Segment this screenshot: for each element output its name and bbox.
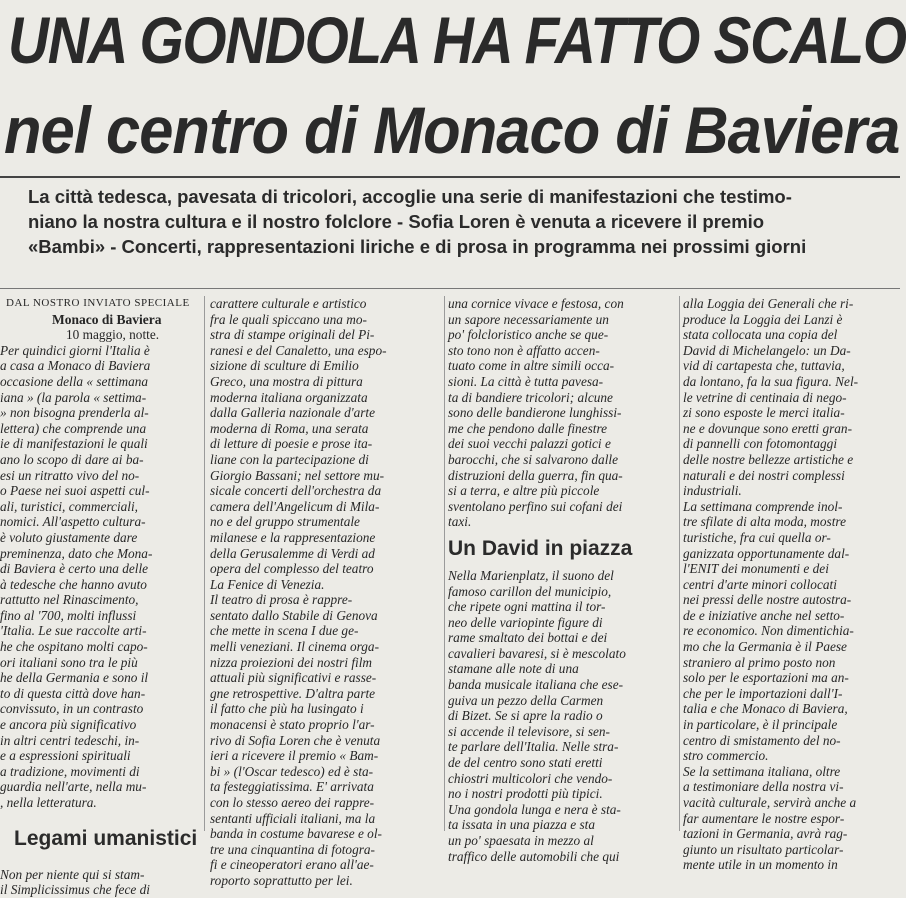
text-line: è voluto giustamente dare bbox=[0, 529, 138, 545]
text-line: he della Germania e sono il bbox=[0, 670, 149, 686]
text-line: o Paese nei suoi aspetti cul- bbox=[0, 483, 150, 499]
text-line: ne e dovunque sono eretti gran- bbox=[683, 420, 853, 436]
text-line: tuato come in altre simili occa- bbox=[448, 358, 615, 374]
headline-line-2: nel centro di Monaco di Baviera bbox=[4, 93, 900, 167]
text-line: ranesi e del Canaletto, una espo- bbox=[210, 342, 387, 358]
article-column-1 bbox=[0, 296, 198, 898]
text-line: di Bizet. Se si apre la radio o bbox=[448, 708, 603, 724]
column-divider bbox=[679, 296, 680, 831]
text-line: taxi. bbox=[448, 514, 472, 530]
text-line: stamane alle note di una bbox=[448, 661, 579, 677]
text-line: fra le quali spiccano una mo- bbox=[210, 311, 367, 327]
text-line: to di questa città dove han- bbox=[0, 685, 146, 701]
text-line: moderna di Roma, una serata bbox=[210, 420, 369, 436]
text-line: far aumentare le nostre espor- bbox=[683, 810, 845, 826]
text-line: roporto soprattutto per lei. bbox=[210, 872, 353, 888]
text-line: Il teatro di prosa è rappre- bbox=[210, 592, 353, 608]
text-line: alla Loggia dei Generali che ri- bbox=[683, 296, 854, 311]
text-line: delle nostre bellezze artistiche e bbox=[683, 451, 854, 467]
text-line: de del centro sono stati eretti bbox=[448, 755, 603, 771]
text-line: Una gondola lunga e nera è sta- bbox=[448, 801, 621, 817]
text-line: sioni. La città è tutta pavesa- bbox=[448, 373, 604, 389]
text-line: cavalieri bavaresi, si è mescolato bbox=[448, 645, 626, 661]
text-line: famoso carillon del municipio, bbox=[448, 583, 612, 599]
text-line: convissuto, in un contrasto bbox=[0, 701, 144, 717]
text-line: re economico. Non dimentichia- bbox=[683, 623, 854, 639]
text-line: sentanti ufficiali italiani, ma la bbox=[210, 810, 376, 826]
text-line: fi e cineoperatori erano all'ae- bbox=[210, 857, 374, 873]
text-line: centri d'arte minori collocati bbox=[683, 576, 837, 592]
text-line: ori italiani sono tra le più bbox=[0, 654, 138, 670]
text-line: gne retrospettive. D'altra parte bbox=[210, 685, 376, 701]
headline-line-1: UNA GONDOLA HA FATTO SCALO bbox=[8, 3, 906, 77]
text-line: preminenza, dato che Mona- bbox=[0, 545, 153, 561]
text-line: una cornice vivace e festosa, con bbox=[448, 296, 624, 311]
text-line: nei pressi delle nostre autostra- bbox=[683, 592, 852, 608]
text-line: attuali più significativi e rasse- bbox=[210, 670, 377, 686]
text-line: Non per niente qui si stam- bbox=[0, 866, 145, 882]
subheading: Legami umanistici bbox=[14, 826, 198, 850]
text-line: tre una cinquantina di fotogra- bbox=[210, 841, 375, 857]
text-line: ta issata in una piazza e sta bbox=[448, 817, 596, 833]
text-line: lettera) che comprende una bbox=[0, 420, 147, 436]
text-line: le vetrine di centinaia di nego- bbox=[683, 389, 847, 405]
text-line: sto tono non è affatto accen- bbox=[448, 342, 600, 358]
text-line: La settimana comprende inol- bbox=[683, 498, 843, 514]
text-line: centro di smistamento del no- bbox=[683, 732, 841, 748]
column-text bbox=[448, 296, 676, 530]
text-line: à tedesche che hanno avuto bbox=[0, 576, 147, 592]
text-line: sventolano perfino sui cofani dei bbox=[448, 498, 623, 514]
dateline-date: 10 maggio, notte. bbox=[66, 327, 160, 343]
text-line: opera del complesso del teatro bbox=[210, 561, 374, 577]
text-line: no e del gruppo strumentale bbox=[210, 514, 360, 530]
text-line: in altri centri tedeschi, in- bbox=[0, 732, 140, 748]
article-column-4 bbox=[683, 296, 900, 873]
text-line: con lo stesso aereo dei rappre- bbox=[210, 795, 375, 810]
text-line: mo che la Germania è il Paese bbox=[683, 639, 847, 655]
column-text bbox=[0, 343, 198, 811]
text-line: e a espressioni spirituali bbox=[0, 748, 131, 764]
text-line: bi » (l'Oscar tedesco) ed è sta- bbox=[210, 763, 374, 779]
text-line: di pannelli con fotomontaggi bbox=[683, 436, 838, 452]
text-line: giunto un risultato particolar- bbox=[683, 841, 844, 857]
text-line: Greco, una mostra di pittura bbox=[210, 373, 363, 389]
text-line: sono delle bandierone lunghissi- bbox=[448, 405, 622, 421]
text-line: monacensi è stato proprio l'ar- bbox=[210, 717, 375, 733]
text-line: , nella letteratura. bbox=[0, 795, 97, 810]
text-line: il fatto che più ha lusingato i bbox=[210, 701, 364, 717]
text-line: David di Michelangelo: un Da- bbox=[683, 342, 851, 358]
text-line: rame smaltato dei bottai e dei bbox=[448, 630, 608, 646]
text-line: solo per le esportazioni ma an- bbox=[683, 670, 849, 686]
text-line: moderna italiana organizzata bbox=[210, 389, 368, 405]
text-line: nizza proiezioni dei nostri film bbox=[210, 654, 373, 670]
text-line: stra di stampe originali del Pi- bbox=[210, 327, 375, 343]
text-line: liane con la partecipazione di bbox=[210, 451, 369, 467]
text-line: di Baviera è certo una delle bbox=[0, 561, 149, 577]
text-line: mente utile in un momento in bbox=[683, 857, 838, 873]
text-line: traffico delle automobili che qui bbox=[448, 848, 620, 864]
summary-line: La città tedesca, pavesata di tricolori, accoglie una serie di manifestazioni che testimo- bbox=[28, 186, 792, 207]
text-line: po' folcloristico anche se que- bbox=[448, 327, 609, 343]
text-line: in particolare, è il principale bbox=[683, 717, 838, 733]
text-line: ta di bandiere tricolori; alcune bbox=[448, 389, 613, 405]
text-line: camera dell'Angelicum di Mila- bbox=[210, 498, 380, 514]
text-line: distruzioni della guerra, fin qua- bbox=[448, 467, 623, 483]
text-line: dei suoi vecchi palazzi gotici e bbox=[448, 436, 611, 452]
text-line: zi sono esposte le merci italia- bbox=[683, 405, 845, 421]
text-line: banda musicale italiana che ese- bbox=[448, 677, 624, 693]
headline-rule bbox=[0, 176, 900, 178]
text-line: tazioni in Germania, avrà rag- bbox=[683, 826, 848, 842]
text-line: guardia nell'arte, nella mu- bbox=[0, 779, 147, 795]
text-line: Se la settimana italiana, oltre bbox=[683, 763, 841, 779]
text-line: e ancora più significativo bbox=[0, 717, 137, 733]
text-line: vacità culturale, servirà anche a bbox=[683, 795, 857, 810]
text-line: da lontano, fa la sua figura. Nel- bbox=[683, 373, 859, 389]
text-line: rivo di Sofia Loren che è venuta bbox=[210, 732, 381, 748]
article-column-3 bbox=[448, 296, 676, 864]
text-line: ano lo scopo di dare ai ba- bbox=[0, 451, 144, 467]
text-line: dalla Galleria nazionale d'arte bbox=[210, 405, 375, 421]
text-line: si accende il televisore, si sen- bbox=[448, 723, 610, 739]
subheading: Un David in piazza bbox=[448, 536, 633, 560]
text-line: Giorgio Bassani; nel settore mu- bbox=[210, 467, 385, 483]
text-line: stro commercio. bbox=[683, 748, 769, 764]
text-line: un po' spaesata in mezzo al bbox=[448, 833, 594, 848]
text-line: ta festeggiatissima. E' arrivata bbox=[210, 779, 374, 795]
text-line: me che pendono dalle finestre bbox=[448, 420, 608, 436]
summary-line: «Bambi» - Concerti, rappresentazioni liriche e di prosa in programma nei prossimi giorni bbox=[28, 236, 807, 257]
text-line: neo delle variopinte figure di bbox=[448, 614, 603, 630]
text-line: Nella Marienplatz, il suono del bbox=[448, 567, 614, 583]
text-line: vid di cartapesta che, tuttavia, bbox=[683, 358, 845, 374]
text-line: stata collocata una copia del bbox=[683, 327, 838, 343]
text-line: occasione della « settimana bbox=[0, 373, 149, 389]
text-line: iana » (la parola « settima- bbox=[0, 389, 147, 405]
column-divider bbox=[444, 296, 445, 831]
text-line: tre sfilate di alta moda, mostre bbox=[683, 514, 847, 530]
column-text bbox=[683, 296, 900, 873]
text-line: ieri a ricevere il premio « Bam- bbox=[210, 748, 379, 764]
text-line: te parlare dell'Italia. Nelle stra- bbox=[448, 739, 619, 755]
text-line: che ripete ogni mattina il tor- bbox=[448, 599, 606, 615]
text-line: che per le importazioni dall'I- bbox=[683, 685, 843, 701]
text-line: turistiche, fra cui quella or- bbox=[683, 529, 831, 545]
summary-rule bbox=[0, 288, 900, 289]
text-line: talia e che Monaco di Baviera, bbox=[683, 701, 848, 717]
text-line: rattutto nel Rinascimento, bbox=[0, 592, 139, 608]
text-line: straniero al primo posto non bbox=[683, 654, 836, 670]
text-line: » non bisogna prenderla al- bbox=[0, 405, 149, 421]
column-divider bbox=[204, 296, 205, 831]
text-line: ie di manifestazioni le quali bbox=[0, 436, 148, 452]
text-line: guiva un pezzo della Carmen bbox=[448, 692, 604, 708]
column-text bbox=[0, 867, 198, 898]
text-line: 'Italia. Le sue raccolte arti- bbox=[0, 623, 147, 639]
text-line: a tradizione, movimenti di bbox=[0, 763, 140, 779]
text-line: il Simplicissimus che fece di bbox=[0, 882, 150, 898]
text-line: industriali. bbox=[683, 483, 742, 499]
text-line: no i nostri prodotti più tipici. bbox=[448, 786, 603, 802]
text-line: ali, turistici, commerciali, bbox=[0, 498, 139, 514]
text-line: chiostri multicolori che vendo- bbox=[448, 770, 613, 786]
text-line: ganizzata opportunamente dal- bbox=[683, 545, 850, 561]
text-line: l'ENIT dei monumenti e dei bbox=[683, 561, 829, 577]
text-line: La Fenice di Venezia. bbox=[210, 576, 325, 592]
text-line: a testimoniare della nostra vi- bbox=[683, 779, 844, 795]
text-line: a casa a Monaco di Baviera bbox=[0, 358, 151, 374]
text-line: naturali e dei nostri complessi bbox=[683, 467, 845, 483]
text-line: sentato dallo Stabile di Genova bbox=[210, 607, 378, 623]
text-line: nomici. All'aspetto cultura- bbox=[0, 514, 146, 530]
summary bbox=[28, 184, 878, 259]
text-line: si a terra, e altre più piccole bbox=[448, 483, 600, 499]
dateline-place: Monaco di Baviera bbox=[52, 311, 162, 327]
text-line: sizione di sculture di Emilio bbox=[210, 358, 359, 374]
text-line: melli veneziani. Il cinema orga- bbox=[210, 639, 379, 655]
column-text bbox=[448, 568, 676, 864]
text-line: banda in costume bavarese e ol- bbox=[210, 826, 382, 842]
text-line: fino al '700, molti influssi bbox=[0, 607, 137, 623]
column-text bbox=[210, 296, 440, 889]
text-line: carattere culturale e artistico bbox=[210, 296, 367, 311]
text-line: di letture di poesie e prose ita- bbox=[210, 436, 373, 452]
dateline: DAL NOSTRO INVIATO SPECIALE bbox=[6, 297, 190, 309]
text-line: de e iniziative anche nel setto- bbox=[683, 607, 845, 623]
text-line: esi un ritratto vivo del no- bbox=[0, 467, 140, 483]
text-line: che mette in scena I due ge- bbox=[210, 623, 359, 639]
summary-line: niano la nostra cultura e il nostro folclore - Sofia Loren è venuta a ricevere il premio bbox=[28, 211, 765, 232]
text-line: he che ospitano molti capo- bbox=[0, 639, 148, 655]
text-line: un sapore necessariamente un bbox=[448, 311, 609, 327]
text-line: Per quindici giorni l'Italia è bbox=[0, 342, 150, 358]
text-line: milanese e la rappresentazione bbox=[210, 529, 376, 545]
text-line: sicale concerti dell'orchestra da bbox=[210, 483, 382, 499]
article-column-2 bbox=[210, 296, 440, 888]
text-line: produce la Loggia dei Lanzi è bbox=[683, 311, 843, 327]
text-line: barocchi, che si salvarono dalle bbox=[448, 451, 618, 467]
text-line: della Gerusalemme di Verdi ad bbox=[210, 545, 375, 561]
